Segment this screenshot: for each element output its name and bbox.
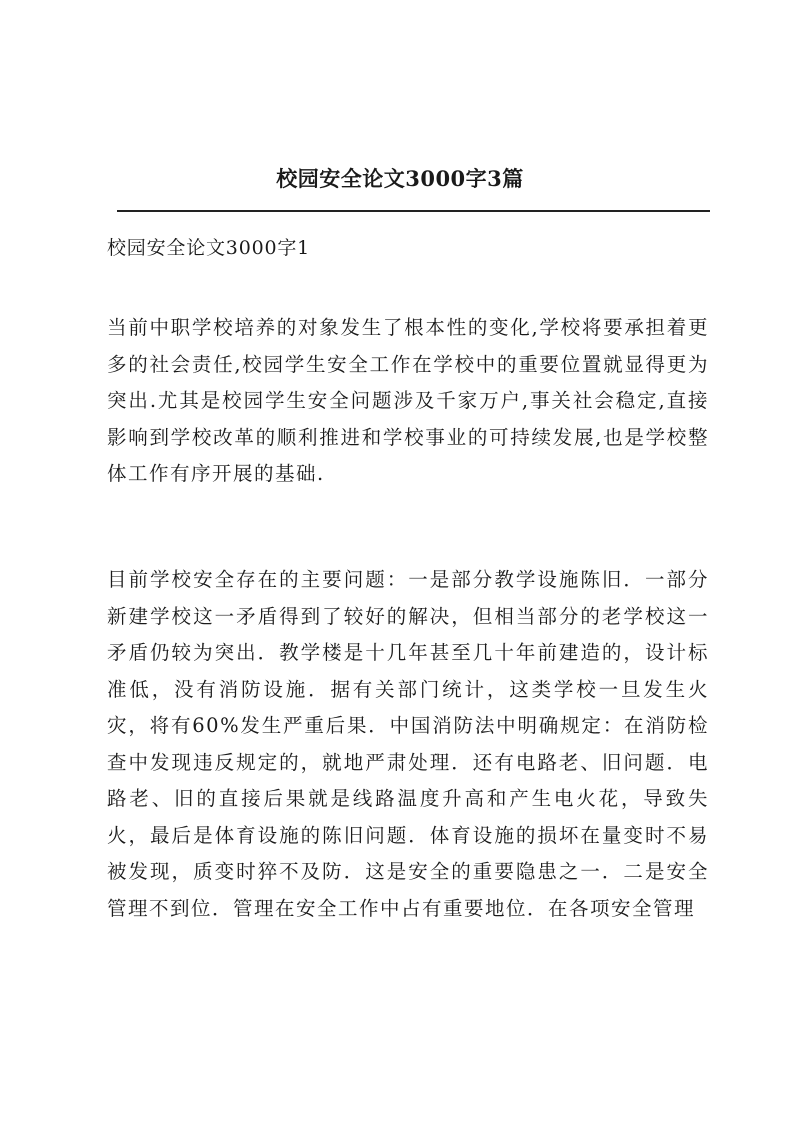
paragraph: 目前学校安全存在的主要问题：一是部分教学设施陈旧．一部分新建学校这一矛盾得到了较好的解决，但相当部分的老学校这一矛盾仍较为突出．教学楼是十几年甚至几十年前建造的，设计标准低，没有消防设施．据有关部门统计，这类学校一旦发生火灾，将有60%发生严重后果．中国消防法中明确规定：在消防检查中发现违反规定的，就地严肃处理．还有电路老、旧问题．电路老、旧的直接后果就是线路温度升高和产生电火花，导致失火，最后是体育设施的陈旧问题．体育设施的损坏在量变时不易被发现，质变时猝不及防．这是安全的重要隐患之一．二是安全管理不到位．管理在安全工作中占有重要地位．在各项安全管理 [107,568,709,920]
title-divider [117,210,710,212]
section-heading: 校园安全论文3000字1 [107,237,311,259]
document-title: 校园安全论文3000字3篇 [276,166,524,191]
paragraph: 当前中职学校培养的对象发生了根本性的变化,学校将要承担着更多的社会责任,校园学生安全工作在学校中的重要位置就显得更为突出.尤其是校园学生安全问题涉及千家万户,事关社会稳定,直接影响到学校改革的顺利推进和学校事业的可持续发展,也是学校整体工作有序开展的基础. [107,316,709,485]
